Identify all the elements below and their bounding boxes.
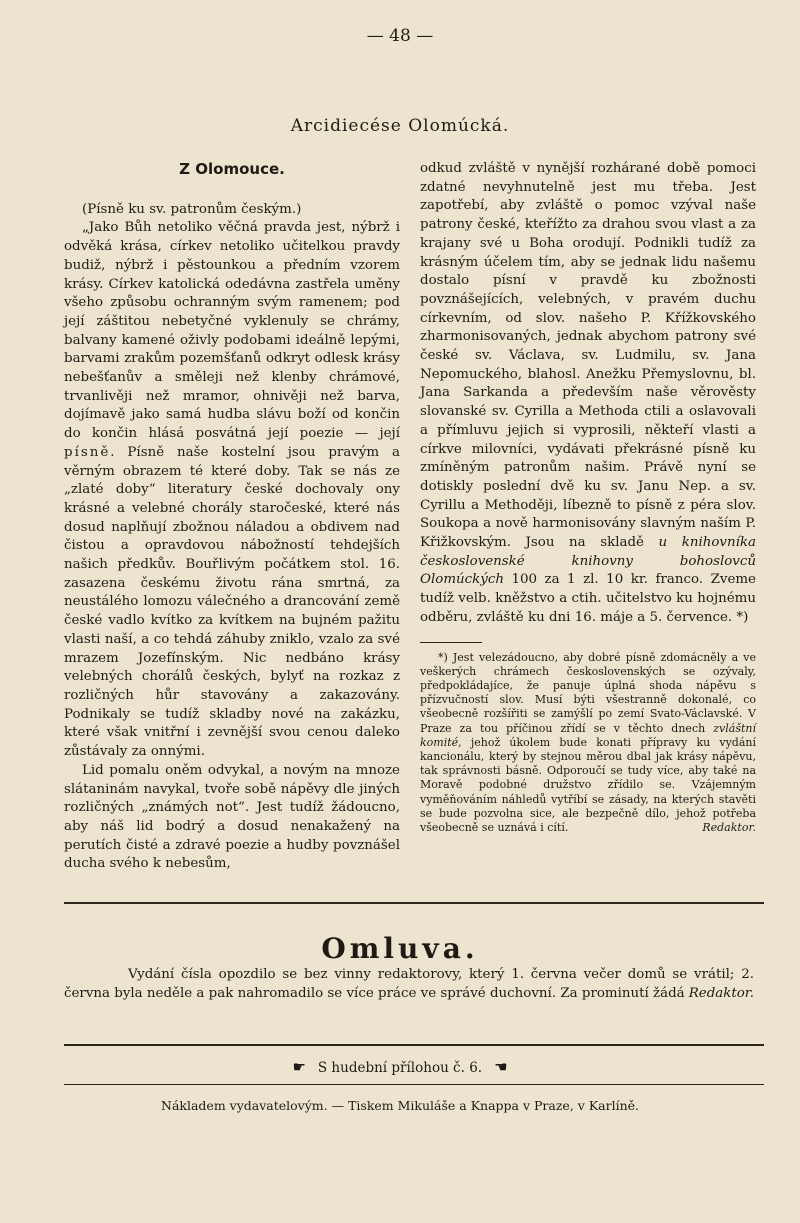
footnote-divider <box>420 642 482 643</box>
section-title: Arcidiecése Olomúcká. <box>290 116 510 136</box>
article-paragraph-2: Lid pomalu oněm odvykal, a novým na mnoze slátaninám navykal, tvoře sobě nápěvy dle jiných rozličných „známých not“. Jest tudíž žádoucno, aby náš lid bodrý a dosud nenakažený na perutích čisté a zdravé poezie a hudby povznášel ducha svého k nebesům, <box>64 762 400 872</box>
paragraph-text: . Písně naše kostelní jsou pravým a věrným obrazem té které doby. Tak se nás ze „zlaté doby“ literatury české dochovaly ony krásné a velebné chorály staročeské, které nás dosud naplňují zbožnou náladou a obdivem nad čistou a opravdovou nábožností tehdejších našich předkův. Bouřlivým počátkem stol. 16. zasazena českému životu rána smrtná, za neustálého lomozu válečného a drancování země české vadlo kvítko za kvítkem na bujném pažitu vlasti naší, a co tehdá záhuby zniklo, vzalo za své mrazem Jozefínským. Nic nedbáno krásy velebných chorálů českých, bylyť na rozkaz z rozličných hůr stavovány a zakazovány. Podnikaly se tudíž skladby nové na zakázku, které však vnitřní i zevnější svou cenou daleko zůstávaly za onnými. <box>64 444 400 760</box>
article-heading: Z Olomouce. <box>179 160 285 178</box>
right-column <box>420 160 756 835</box>
left-column <box>64 160 400 874</box>
article-paragraph-1 <box>64 219 400 761</box>
footnote-signature: Redaktor. <box>702 821 756 835</box>
footnote <box>420 651 756 836</box>
publisher-imprint: Nákladem vydavatelovým. — Tiskem Mikuláše a Knappa v Praze, v Karlíně. <box>161 1098 639 1113</box>
apology-body <box>64 966 754 1003</box>
music-supplement-note <box>0 1058 800 1076</box>
apology-signature: Redaktor. <box>688 985 754 1001</box>
section-divider <box>64 902 764 904</box>
pointing-hand-left-icon: ☚ <box>494 1058 508 1076</box>
section-divider <box>64 1044 764 1046</box>
pointing-hand-right-icon: ☛ <box>292 1058 306 1076</box>
paragraph-text: odkud zvláště v nynější rozhárané době pomoci zdatné nevyhnutelně jest mu třeba. Jest zapotřebí, aby zvláště o pomoc vzýval naše patrony české, kteřížto za drahou svou vlast a za krajany své u Boha orodují. Podnikli tudíž za krásným účelem tím, aby se jednak lidu našemu dostalo písní v pravdě ku zbožnosti povznášejících, velebných, v pravém duchu církevním, od slov. našeho P. Křížkovského zharmonisovaných, jednak abychom patrony své české sv. Václava, sv. Ludmilu, sv. Jana Nepomuckého, blahosl. Anežku Přemyslovnu, bl. Jana Sarkanda a především naše věrověsty slovanské sv. Cyrilla a Methoda ctili a oslavovali a přímluvu jejich si vyprosili, někteří vlasti a církve milovníci, vydávati překrásné písně ku zmíněným patronům našim. Právě nyní se dotiskly poslední dvě ku sv. Janu Nep. a sv. Cyrillu a Methoději, líbezně to písně z péra slov. Soukopa a nově harmonisovány slavným naším P. Křižkovským. Jsou na skladě <box>420 161 756 551</box>
italic-text: zvláštní komité <box>420 721 756 749</box>
supplement-text: S hudební přílohou č. 6. <box>317 1060 483 1076</box>
apology-text: Vydání čísla opozdilo se bez vinny redaktorovy, který 1. června večer domů se vrátil; 2. června byla neděle a pak nahromadilo se více práce ve správé duchovní. Za prominutí žádá <box>64 967 754 1001</box>
article-subtitle: (Písně ku sv. patronům českým.) <box>82 201 302 217</box>
article-paragraph-continued <box>420 160 756 628</box>
italic-text: u knihovníka československé knihovny bohoslovců Olomúckých <box>420 535 756 588</box>
paragraph-text: „Jako Bůh netoliko věčná pravda jest, nýbrž i odvěká krása, církev netoliko učitelkou pravdy budiž, nýbrž i pěstounkou a předním vzorem krásy. Církev katolická odedávna zastřela uměny všeho způsobu ochranným svým ramenem; pod její záštitou nebetyčné vyklenuly se chrámy, balvany kamené oživly podobami ideálně lepými, barvami zrakům pozemšťanů odkryt odlesk krásy nebešťanův a směleji než klenby chrámové, trvanlivěji než mramor, ohnivěji než barva, dojímavě jako samá hudba slávu boží od končin do končin hlásá posvátná její poezie — její <box>64 220 400 442</box>
page-number: — 48 — <box>366 26 434 46</box>
apology-title: Omluva. <box>321 932 479 965</box>
emphasized-word: písně <box>64 444 111 460</box>
footer-divider <box>64 1084 764 1085</box>
footnote-text: *) Jest velezádoucno, aby dobré písně zdomácněly a ve veškerých chrámech československých se ozývaly, předpokládajíce, že panuje úplná shoda nápěvu s přízvučností slov. Musí býti všestranně dokonalé, co všeobecně rozšířiti se zamýšlí po zemí Svato-Václavské. V Praze za tou příčinou zřídí se v těchto dnech <box>420 650 756 735</box>
paragraph-text: 100 za 1 zl. 10 kr. franco. Zveme tudíž velb. kněžstvo a ctih. učitelstvo ku hojnému odběru, zvláště ku dni 16. máje a 5. července. *) <box>420 572 756 625</box>
footnote-text: , jehož úkolem bude konati přípravy ku vydání kancionálu, který by stejnou měrou dbal jak krásy nápěvu, tak správnosti básně. Odporoučí se tudy více, aby také na Moravě podobné družstvo zřídilo se. Vzájemným vyměňováním náhledů vytříbí se zásady, na kterých stavěti se bude pozvolna sice, ale bezpečně dílo, jehož potřeba všeobecně se uznává i cítí. <box>420 735 756 835</box>
